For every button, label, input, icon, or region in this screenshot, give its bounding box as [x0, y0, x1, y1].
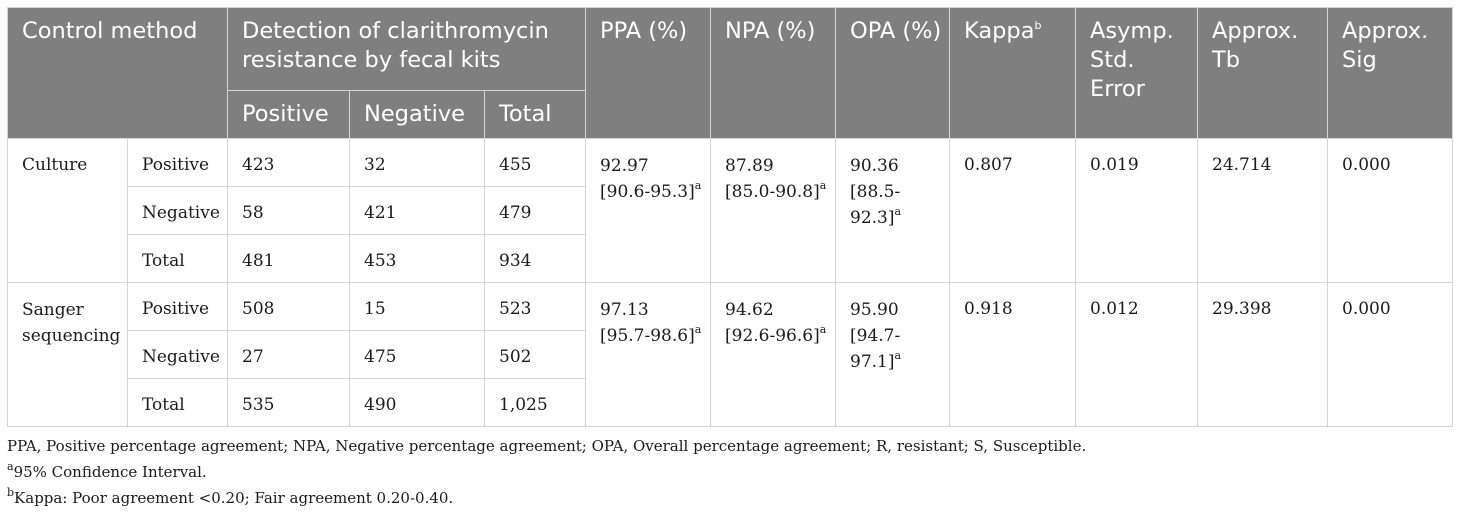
header-ppa: PPA (%) — [586, 8, 711, 139]
kappa-cell: 0.918 — [950, 283, 1076, 427]
sig-cell: 0.000 — [1328, 283, 1453, 427]
cell-negative: 490 — [350, 379, 485, 427]
cell-positive: 535 — [228, 379, 350, 427]
asymp-cell: 0.019 — [1076, 139, 1198, 283]
row-label: Total — [128, 379, 228, 427]
npa-cell: 94.62 $[92.6-96.6]^a$ — [711, 283, 836, 427]
table-row — [8, 283, 1453, 331]
cell-total: 523 — [485, 283, 586, 331]
subheader-negative: Negative — [350, 91, 485, 139]
asymp-cell: 0.012 — [1076, 283, 1198, 427]
header-control-method: Control method — [8, 8, 228, 139]
kappa-cell: 0.807 — [950, 139, 1076, 283]
results-table-container — [7, 7, 1453, 511]
header-asymp-std-error: Asymp. Std. Error — [1076, 8, 1198, 139]
header-approx-tb: Approx. Tb — [1198, 8, 1328, 139]
cell-negative: 15 — [350, 283, 485, 331]
footnotes — [7, 433, 1453, 511]
cell-total: 455 — [485, 139, 586, 187]
cell-total: 1,025 — [485, 379, 586, 427]
cell-positive: 27 — [228, 331, 350, 379]
subheader-total: Total — [485, 91, 586, 139]
opa-cell: 95.90 $[94.7-97.1]^a$ — [836, 283, 950, 427]
row-label: Positive — [128, 139, 228, 187]
header-row — [8, 8, 1453, 91]
row-label: Negative — [128, 187, 228, 235]
header-detection: Detection of clarithromycin resistance by fecal kits — [228, 8, 586, 91]
cell-negative: 453 — [350, 235, 485, 283]
cell-positive: 508 — [228, 283, 350, 331]
cell-total: 479 — [485, 187, 586, 235]
cell-negative: 421 — [350, 187, 485, 235]
cell-positive: 58 — [228, 187, 350, 235]
method-cell: Culture — [8, 139, 128, 283]
header-approx-sig: Approx. Sig — [1328, 8, 1453, 139]
footnote-abbreviations: PPA, Positive percentage agreement; NPA, Negative percentage agreement; OPA, Overall percentage agreement; R, resistant; S, Susceptible. — [7, 437, 1087, 455]
npa-cell: 87.89 $[85.0-90.8]^a$ — [711, 139, 836, 283]
sig-cell: 0.000 — [1328, 139, 1453, 283]
row-label: Total — [128, 235, 228, 283]
cell-total: 502 — [485, 331, 586, 379]
subheader-positive: Positive — [228, 91, 350, 139]
cell-negative: 475 — [350, 331, 485, 379]
agreement-table — [7, 7, 1453, 427]
cell-total: 934 — [485, 235, 586, 283]
footnote-b: $^b$Kappa: Poor agreement <0.20; Fair agreement 0.20-0.40. — [7, 486, 454, 507]
header-opa: OPA (%) — [836, 8, 950, 139]
cell-negative: 32 — [350, 139, 485, 187]
tb-cell: 24.714 — [1198, 139, 1328, 283]
tb-cell: 29.398 — [1198, 283, 1328, 427]
method-cell: Sanger sequencing — [8, 283, 128, 427]
cell-positive: 481 — [228, 235, 350, 283]
cell-positive: 423 — [228, 139, 350, 187]
header-kappa: Kappa$^b$ — [950, 8, 1076, 139]
header-kappa-sup: b — [1034, 18, 1042, 32]
ppa-cell: 92.97 $[90.6-95.3]^a$ — [586, 139, 711, 283]
row-label: Negative — [128, 331, 228, 379]
header-npa: NPA (%) — [711, 8, 836, 139]
footnote-a: $^a$95% Confidence Interval. — [7, 460, 207, 481]
ppa-cell: 97.13 $[95.7-98.6]^a$ — [586, 283, 711, 427]
table-row — [8, 139, 1453, 187]
opa-cell: 90.36 $[88.5-92.3]^a$ — [836, 139, 950, 283]
row-label: Positive — [128, 283, 228, 331]
